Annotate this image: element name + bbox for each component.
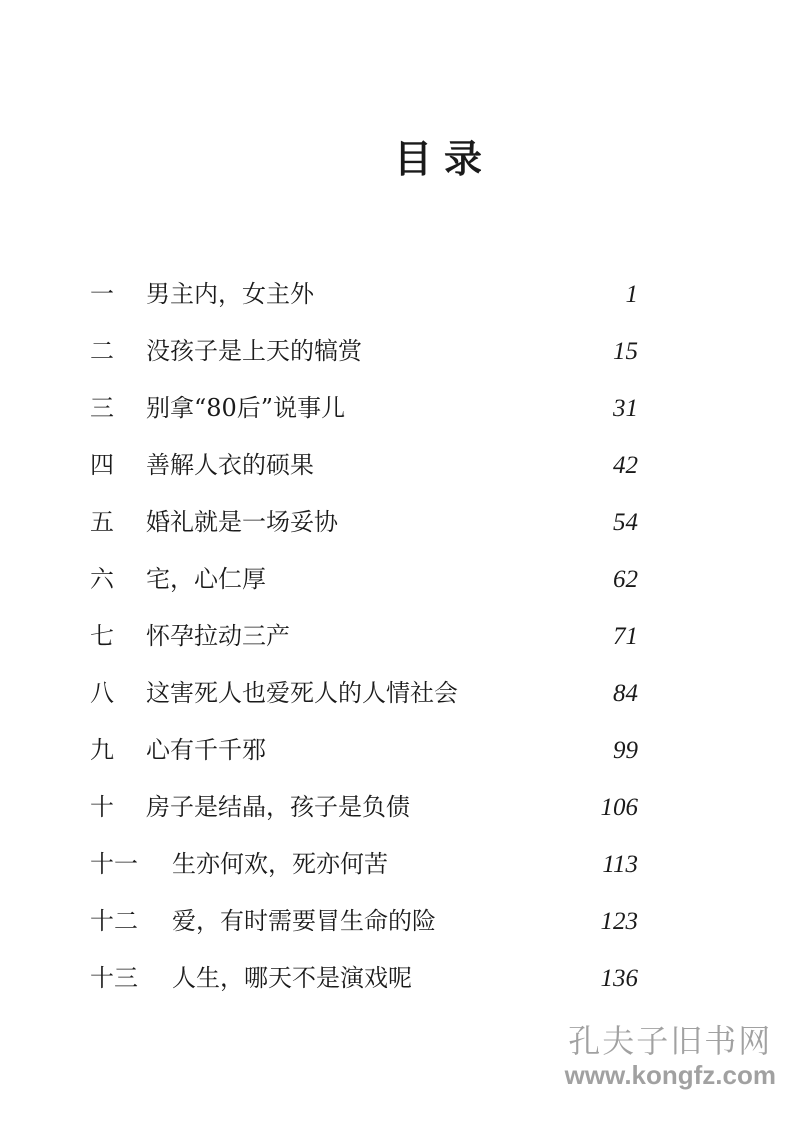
chapter-number: 十一: [90, 850, 138, 878]
chapter-title: 房子是结晶，孩子是负债: [146, 793, 410, 821]
chapter-title: 怀孕拉动三产: [146, 622, 290, 650]
chapter-number: 一: [90, 280, 114, 308]
toc-entry[interactable]: [90, 323, 690, 380]
page-number: 136: [600, 965, 638, 992]
toc-entry[interactable]: [90, 437, 690, 494]
toc-entry[interactable]: [90, 950, 690, 1007]
page-number: 84: [613, 680, 638, 707]
watermark-text: 孔夫子旧书网: [568, 1022, 773, 1060]
toc-entry[interactable]: [90, 494, 690, 551]
chapter-title: 婚礼就是一场妥协: [146, 508, 338, 536]
page-number: 62: [613, 566, 638, 593]
chapter-number: 二: [90, 337, 114, 365]
chapter-title: 宅，心仁厚: [146, 565, 266, 593]
chapter-number: 四: [90, 451, 114, 479]
page-number: 42: [613, 452, 638, 479]
page-number: 1: [625, 281, 638, 308]
toc-entry[interactable]: [90, 608, 690, 665]
toc-entry[interactable]: [90, 779, 690, 836]
watermark: [565, 1016, 776, 1091]
chapter-number: 十二: [90, 907, 138, 935]
chapter-title: 别拿“80后”说事儿: [146, 394, 346, 422]
chapter-title: 没孩子是上天的犒赏: [146, 337, 362, 365]
chapter-number: 十: [90, 793, 114, 821]
toc-entry[interactable]: [90, 893, 690, 950]
page-title: 目录: [393, 136, 494, 181]
page-number: 15: [613, 338, 638, 365]
chapter-number: 七: [90, 622, 114, 650]
page-number: 113: [602, 851, 638, 878]
chapter-title: 这害死人也爱死人的人情社会: [146, 679, 458, 707]
chapter-number: 九: [90, 736, 114, 764]
table-of-contents: [90, 266, 690, 1007]
page-number: 123: [600, 908, 638, 935]
page-number: 106: [600, 794, 638, 821]
page-number: 54: [613, 509, 638, 536]
chapter-title: 爱，有时需要冒生命的险: [172, 907, 436, 935]
chapter-number: 三: [90, 394, 114, 422]
chapter-title: 男主内，女主外: [146, 280, 314, 308]
toc-entry[interactable]: [90, 836, 690, 893]
chapter-title: 人生，哪天不是演戏呢: [172, 964, 412, 992]
toc-entry[interactable]: [90, 380, 690, 437]
chapter-number: 五: [90, 508, 114, 536]
toc-entry[interactable]: [90, 266, 690, 323]
chapter-title: 心有千千邪: [146, 736, 266, 764]
page-number: 31: [613, 395, 638, 422]
toc-entry[interactable]: [90, 551, 690, 608]
chapter-number: 六: [90, 565, 114, 593]
page-number: 71: [613, 623, 638, 650]
chapter-number: 八: [90, 679, 114, 707]
toc-entry[interactable]: [90, 665, 690, 722]
page-number: 99: [613, 737, 638, 764]
toc-entry[interactable]: [90, 722, 690, 779]
chapter-number: 十三: [90, 964, 138, 992]
chapter-title: 善解人衣的硕果: [146, 451, 314, 479]
watermark-url: www.kongfz.com: [564, 1060, 776, 1090]
chapter-title: 生亦何欢，死亦何苦: [172, 850, 388, 878]
